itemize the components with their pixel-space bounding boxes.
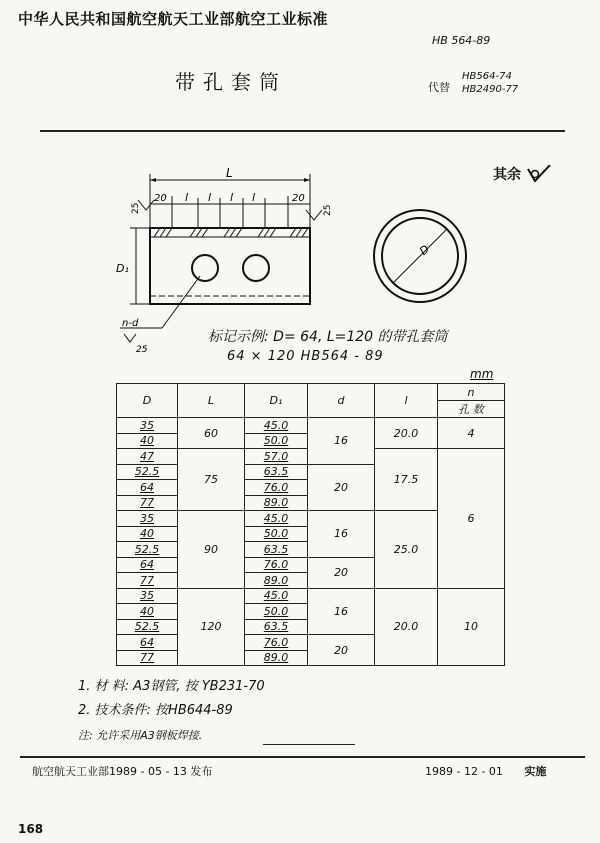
cell-d: 16 — [308, 511, 375, 558]
cell-n: 4 — [438, 418, 505, 449]
cell-D1: 76.0 — [245, 480, 308, 496]
cell-L: 60 — [178, 418, 245, 449]
cell-D: 64 — [117, 480, 178, 496]
cell-D1: 57.0 — [245, 449, 308, 465]
cell-D: 35 — [117, 418, 178, 434]
roughness-value: 25 — [136, 345, 148, 355]
cell-D1: 89.0 — [245, 650, 308, 666]
col-header-d: d — [308, 384, 375, 418]
col-header-L: L — [178, 384, 245, 418]
cell-D: 52.5 — [117, 619, 178, 635]
cell-D: 77 — [117, 573, 178, 589]
cell-L: 90 — [178, 511, 245, 589]
cell-D: 77 — [117, 650, 178, 666]
footer-rule — [20, 756, 585, 758]
cell-D1: 63.5 — [245, 464, 308, 480]
cell-D1: 45.0 — [245, 511, 308, 527]
cell-D: 64 — [117, 635, 178, 651]
cell-n: 6 — [438, 449, 505, 589]
page-title: 带孔套筒 — [175, 70, 287, 94]
dim-D1-label: D₁ — [116, 262, 129, 275]
cell-D1: 50.0 — [245, 433, 308, 449]
cell-D1: 76.0 — [245, 557, 308, 573]
effective-label: 实施 — [524, 765, 547, 778]
cell-D1: 63.5 — [245, 542, 308, 558]
divider — [263, 744, 355, 745]
roughness-symbol-icon — [526, 165, 552, 185]
issue-date: 航空航天工业部1989 - 05 - 13 发布 — [32, 765, 213, 778]
cell-D1: 63.5 — [245, 619, 308, 635]
effective-date — [425, 763, 546, 779]
roughness-text: 其余 — [493, 167, 521, 183]
dim-L-label: L — [226, 168, 233, 180]
dim-D-label: D — [417, 242, 432, 258]
col-header-hole-count: 孔 数 — [438, 401, 505, 418]
note-material: 1. 材 料: A3钢管, 按 YB231-70 — [78, 679, 265, 694]
cell-D1: 76.0 — [245, 635, 308, 651]
standard-header: 中华人民共和国航空航天工业部航空工业标准 — [18, 10, 329, 28]
cell-D: 47 — [117, 449, 178, 465]
cell-d: 20 — [308, 557, 375, 588]
cell-D1: 45.0 — [245, 418, 308, 434]
replaces-code: HB564-74 — [462, 71, 512, 82]
col-header-D1: D₁ — [245, 384, 308, 418]
cell-D: 40 — [117, 433, 178, 449]
dim-l-label: l — [230, 191, 234, 204]
cell-D1: 89.0 — [245, 573, 308, 589]
cell-l: 20.0 — [375, 418, 438, 449]
cell-D: 77 — [117, 495, 178, 511]
marking-example-code: 64 × 120 HB564 - 89 — [227, 349, 384, 364]
unit-label: mm — [470, 367, 494, 381]
cell-n: 10 — [438, 588, 505, 666]
dim-l-label: l — [185, 191, 189, 204]
header-rule — [40, 130, 565, 132]
cell-d: 20 — [308, 464, 375, 511]
cell-D1: 50.0 — [245, 604, 308, 620]
col-header-n: n — [438, 384, 505, 401]
cell-D: 35 — [117, 511, 178, 527]
cell-D: 40 — [117, 526, 178, 542]
standard-code: HB 564-89 — [432, 34, 491, 47]
cell-l: 17.5 — [375, 449, 438, 511]
dim-20-right: 20 — [292, 193, 305, 204]
cell-d: 16 — [308, 588, 375, 635]
col-header-D: D — [117, 384, 178, 418]
cell-D1: 45.0 — [245, 588, 308, 604]
roughness-value: 25 — [323, 204, 333, 216]
roughness-value: 25 — [131, 202, 141, 214]
cell-D: 40 — [117, 604, 178, 620]
dimension-table — [116, 383, 505, 666]
cell-D1: 50.0 — [245, 526, 308, 542]
cell-l: 20.0 — [375, 588, 438, 666]
cell-D: 64 — [117, 557, 178, 573]
cell-L: 120 — [178, 588, 245, 666]
marking-example: 标记示例: D= 64, L=120 的带孔套筒 — [208, 329, 448, 345]
cell-d: 16 — [308, 418, 375, 465]
note-remark: 注: 允许采用A3钢板焊接. — [78, 729, 203, 742]
roughness-note — [493, 164, 552, 185]
cell-L: 75 — [178, 449, 245, 511]
dim-l-label: l — [208, 191, 212, 204]
cell-D: 52.5 — [117, 542, 178, 558]
cell-D: 52.5 — [117, 464, 178, 480]
note-technical-conditions: 2. 技术条件: 按HB644-89 — [78, 703, 233, 718]
dim-l-label: l — [252, 191, 256, 204]
replaces-label: 代替 — [428, 81, 450, 94]
hole-callout: n-d — [122, 318, 139, 329]
col-header-l: l — [375, 384, 438, 418]
cell-D1: 89.0 — [245, 495, 308, 511]
replaces-code: HB2490-77 — [462, 84, 519, 95]
dim-20-left: 20 — [154, 193, 167, 204]
effective-date-value: 1989 - 12 - 01 — [425, 765, 503, 778]
cell-D: 35 — [117, 588, 178, 604]
replaces-list — [462, 70, 518, 96]
cell-d: 20 — [308, 635, 375, 666]
page-number: 168 — [18, 822, 44, 836]
cell-l: 25.0 — [375, 511, 438, 589]
